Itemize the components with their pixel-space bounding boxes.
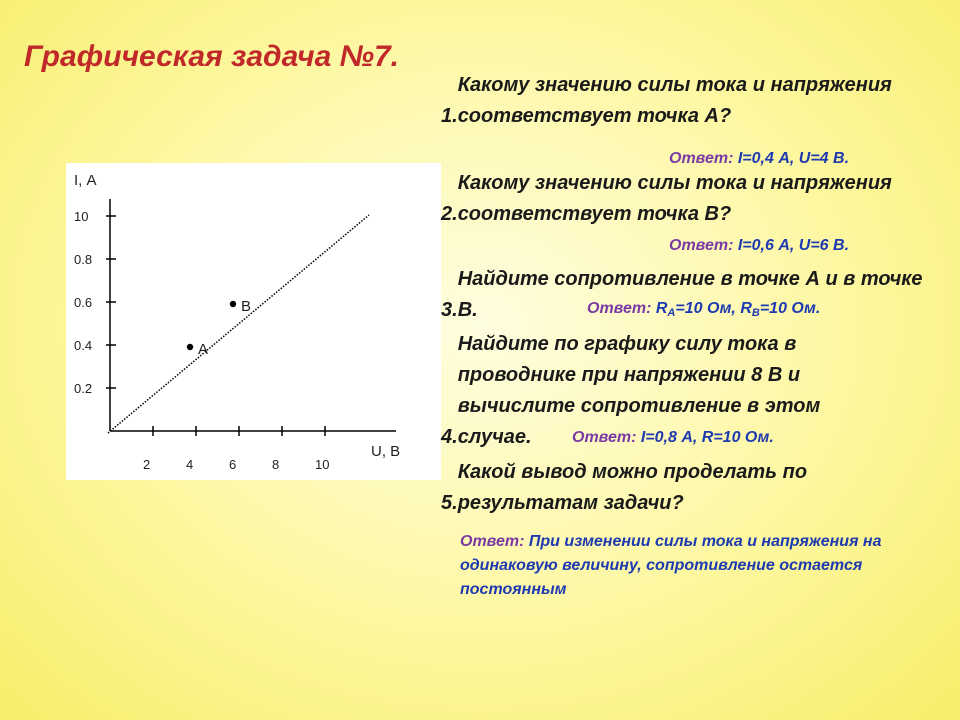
question-number: 5. xyxy=(441,492,458,514)
series-line xyxy=(108,215,369,433)
iu-chart xyxy=(66,163,441,480)
question-number: 4. xyxy=(441,426,458,448)
question-text: Какой вывод можно проделать по результатам задачи? xyxy=(457,461,808,514)
x-tick-label: 10 xyxy=(315,457,330,472)
y-tick-label: 0.2 xyxy=(74,381,93,396)
y-tick-label: 10 xyxy=(74,209,89,224)
answer-text: При изменении силы тока и напряжения на одинаковую величину, сопротивление остается постоянным xyxy=(460,533,882,598)
answer-label: Ответ: xyxy=(669,237,734,254)
answer-4 xyxy=(572,426,774,450)
answer-label: Ответ: xyxy=(587,300,652,317)
answer-label: Ответ: xyxy=(572,429,637,446)
question-text: Какому значению силы тока и напряжения соответствует точка В? xyxy=(457,172,892,225)
answer-5 xyxy=(460,530,900,602)
slide-title: Графическая задача №7. xyxy=(24,40,400,73)
question-2 xyxy=(441,168,941,230)
x-tick-label: 8 xyxy=(272,457,280,472)
answer-3 xyxy=(587,297,820,322)
chart-panel xyxy=(66,163,441,480)
question-text: Найдите по графику силу тока в проводнике при напряжении 8 В и вычислите сопротивление в этом случае. xyxy=(457,333,821,448)
question-number: 2. xyxy=(441,203,458,225)
question-number: 3. xyxy=(441,299,458,321)
answer-text: $R_A=10$ Ом, $R_B=10$ Ом. xyxy=(655,300,821,319)
y-tick-label: 0.4 xyxy=(74,338,93,353)
answer-label: Ответ: xyxy=(669,150,734,167)
point-В xyxy=(230,301,236,307)
answer-2 xyxy=(669,234,849,258)
x-tick-label: 2 xyxy=(143,457,151,472)
question-text: Найдите сопротивление в точке А и в точке В. xyxy=(457,268,923,321)
question-1 xyxy=(441,70,941,132)
x-axis-label: U, В xyxy=(371,443,401,460)
answer-text: I=0,6 А, U=6 В. xyxy=(737,237,850,254)
question-5 xyxy=(441,457,941,519)
point-label: В xyxy=(241,298,252,315)
y-tick-label: 0.8 xyxy=(74,252,93,267)
question-text: Какому значению силы тока и напряжения соответствует точка А? xyxy=(457,74,892,127)
point-А xyxy=(187,344,193,350)
answer-label: Ответ: xyxy=(460,533,525,550)
x-tick-label: 4 xyxy=(186,457,194,472)
y-tick-label: 0.6 xyxy=(74,295,93,310)
x-tick-label: 6 xyxy=(229,457,237,472)
point-label: А xyxy=(198,341,209,358)
answer-text: I=0,4 А, U=4 В. xyxy=(737,150,850,167)
answer-text: I=0,8 А, R=10 Ом. xyxy=(640,429,774,446)
question-number: 1. xyxy=(441,105,458,127)
y-axis-label: I, А xyxy=(74,172,97,189)
